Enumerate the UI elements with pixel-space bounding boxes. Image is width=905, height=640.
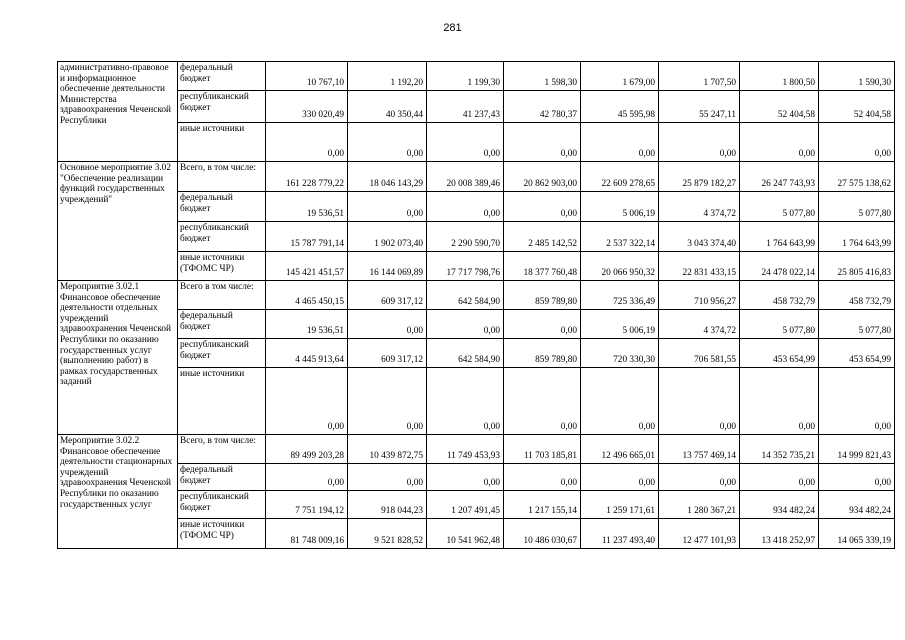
amount-cell: 19 536,51 bbox=[266, 192, 348, 222]
amount-cell: 0,00 bbox=[427, 192, 504, 222]
amount-cell: 0,00 bbox=[819, 464, 895, 491]
amount-cell: 0,00 bbox=[659, 464, 740, 491]
amount-cell: 0,00 bbox=[659, 123, 740, 162]
amount-cell: 20 862 903,00 bbox=[504, 162, 581, 192]
amount-cell: 4 465 450,15 bbox=[266, 281, 348, 310]
amount-cell: 330 020,49 bbox=[266, 91, 348, 123]
table-row bbox=[58, 310, 895, 339]
amount-cell: 706 581,55 bbox=[659, 339, 740, 368]
funding-source: республиканский бюджет bbox=[178, 222, 266, 252]
amount-cell: 1 192,20 bbox=[348, 62, 427, 91]
amount-cell: 642 584,90 bbox=[427, 339, 504, 368]
amount-cell: 1 764 643,99 bbox=[740, 222, 819, 252]
amount-cell: 609 317,12 bbox=[348, 281, 427, 310]
funding-source: Всего в том числе: bbox=[178, 281, 266, 310]
amount-cell: 0,00 bbox=[348, 192, 427, 222]
activity-description: административно-правовое и информационное обеспечение деятельности Министерства здравоохранения Чеченской Республики bbox=[58, 62, 178, 162]
amount-cell: 13 418 252,97 bbox=[740, 519, 819, 549]
amount-cell: 5 077,80 bbox=[740, 310, 819, 339]
amount-cell: 20 008 389,46 bbox=[427, 162, 504, 192]
amount-cell: 11 749 453,93 bbox=[427, 435, 504, 464]
table-row bbox=[58, 491, 895, 519]
amount-cell: 5 006,19 bbox=[581, 310, 659, 339]
amount-cell: 161 228 779,22 bbox=[266, 162, 348, 192]
amount-cell: 5 077,80 bbox=[819, 310, 895, 339]
amount-cell: 7 751 194,12 bbox=[266, 491, 348, 519]
amount-cell: 0,00 bbox=[427, 368, 504, 435]
amount-cell: 1 217 155,14 bbox=[504, 491, 581, 519]
amount-cell: 1 598,30 bbox=[504, 62, 581, 91]
funding-source: федеральный бюджет bbox=[178, 62, 266, 91]
funding-source: федеральный бюджет bbox=[178, 464, 266, 491]
funding-source: Всего, в том числе: bbox=[178, 435, 266, 464]
amount-cell: 12 477 101,93 bbox=[659, 519, 740, 549]
amount-cell: 0,00 bbox=[266, 464, 348, 491]
amount-cell: 10 767,10 bbox=[266, 62, 348, 91]
amount-cell: 0,00 bbox=[427, 310, 504, 339]
amount-cell: 5 077,80 bbox=[819, 192, 895, 222]
amount-cell: 13 757 469,14 bbox=[659, 435, 740, 464]
amount-cell: 24 478 022,14 bbox=[740, 252, 819, 281]
table-row bbox=[58, 192, 895, 222]
table-row bbox=[58, 281, 895, 310]
amount-cell: 14 999 821,43 bbox=[819, 435, 895, 464]
amount-cell: 609 317,12 bbox=[348, 339, 427, 368]
amount-cell: 2 537 322,14 bbox=[581, 222, 659, 252]
amount-cell: 2 290 590,70 bbox=[427, 222, 504, 252]
amount-cell: 0,00 bbox=[504, 310, 581, 339]
amount-cell: 1 259 171,61 bbox=[581, 491, 659, 519]
amount-cell: 0,00 bbox=[504, 123, 581, 162]
funding-source: федеральный бюджет bbox=[178, 192, 266, 222]
funding-source: иные источники (ТФОМС ЧР) bbox=[178, 252, 266, 281]
amount-cell: 15 787 791,14 bbox=[266, 222, 348, 252]
amount-cell: 0,00 bbox=[427, 123, 504, 162]
amount-cell: 1 764 643,99 bbox=[819, 222, 895, 252]
table-row bbox=[58, 339, 895, 368]
amount-cell: 41 237,43 bbox=[427, 91, 504, 123]
amount-cell: 17 717 798,76 bbox=[427, 252, 504, 281]
activity-description: Основное мероприятие 3.02 "Обеспечение реализации функций государственных учреждений" bbox=[58, 162, 178, 281]
amount-cell: 0,00 bbox=[819, 368, 895, 435]
amount-cell: 9 521 828,52 bbox=[348, 519, 427, 549]
amount-cell: 1 800,50 bbox=[740, 62, 819, 91]
amount-cell: 2 485 142,52 bbox=[504, 222, 581, 252]
amount-cell: 1 280 367,21 bbox=[659, 491, 740, 519]
amount-cell: 1 207 491,45 bbox=[427, 491, 504, 519]
amount-cell: 42 780,37 bbox=[504, 91, 581, 123]
amount-cell: 0,00 bbox=[427, 464, 504, 491]
amount-cell: 52 404,58 bbox=[740, 91, 819, 123]
amount-cell: 26 247 743,93 bbox=[740, 162, 819, 192]
amount-cell: 1 707,50 bbox=[659, 62, 740, 91]
amount-cell: 4 374,72 bbox=[659, 310, 740, 339]
amount-cell: 10 439 872,75 bbox=[348, 435, 427, 464]
amount-cell: 4 374,72 bbox=[659, 192, 740, 222]
amount-cell: 1 902 073,40 bbox=[348, 222, 427, 252]
amount-cell: 0,00 bbox=[819, 123, 895, 162]
amount-cell: 710 956,27 bbox=[659, 281, 740, 310]
amount-cell: 27 575 138,62 bbox=[819, 162, 895, 192]
funding-source: иные источники bbox=[178, 368, 266, 435]
table-row bbox=[58, 368, 895, 435]
amount-cell: 0,00 bbox=[504, 368, 581, 435]
amount-cell: 934 482,24 bbox=[740, 491, 819, 519]
amount-cell: 934 482,24 bbox=[819, 491, 895, 519]
funding-source: иные источники bbox=[178, 123, 266, 162]
amount-cell: 45 595,98 bbox=[581, 91, 659, 123]
amount-cell: 0,00 bbox=[348, 310, 427, 339]
amount-cell: 0,00 bbox=[266, 368, 348, 435]
amount-cell: 859 789,80 bbox=[504, 339, 581, 368]
amount-cell: 55 247,11 bbox=[659, 91, 740, 123]
amount-cell: 720 330,30 bbox=[581, 339, 659, 368]
amount-cell: 458 732,79 bbox=[819, 281, 895, 310]
amount-cell: 10 486 030,67 bbox=[504, 519, 581, 549]
budget-table bbox=[57, 61, 895, 549]
amount-cell: 145 421 451,57 bbox=[266, 252, 348, 281]
amount-cell: 11 703 185,81 bbox=[504, 435, 581, 464]
amount-cell: 0,00 bbox=[659, 368, 740, 435]
funding-source: республиканский бюджет bbox=[178, 339, 266, 368]
amount-cell: 0,00 bbox=[740, 123, 819, 162]
amount-cell: 725 336,49 bbox=[581, 281, 659, 310]
amount-cell: 14 352 735,21 bbox=[740, 435, 819, 464]
amount-cell: 0,00 bbox=[504, 192, 581, 222]
funding-source: республиканский бюджет bbox=[178, 491, 266, 519]
amount-cell: 89 499 203,28 bbox=[266, 435, 348, 464]
amount-cell: 14 065 339,19 bbox=[819, 519, 895, 549]
amount-cell: 4 445 913,64 bbox=[266, 339, 348, 368]
amount-cell: 22 609 278,65 bbox=[581, 162, 659, 192]
amount-cell: 5 077,80 bbox=[740, 192, 819, 222]
amount-cell: 642 584,90 bbox=[427, 281, 504, 310]
table-row bbox=[58, 222, 895, 252]
amount-cell: 22 831 433,15 bbox=[659, 252, 740, 281]
amount-cell: 25 805 416,83 bbox=[819, 252, 895, 281]
amount-cell: 1 679,00 bbox=[581, 62, 659, 91]
amount-cell: 5 006,19 bbox=[581, 192, 659, 222]
amount-cell: 12 496 665,01 bbox=[581, 435, 659, 464]
amount-cell: 0,00 bbox=[266, 123, 348, 162]
amount-cell: 0,00 bbox=[581, 464, 659, 491]
table-row bbox=[58, 162, 895, 192]
amount-cell: 20 066 950,32 bbox=[581, 252, 659, 281]
amount-cell: 25 879 182,27 bbox=[659, 162, 740, 192]
amount-cell: 10 541 962,48 bbox=[427, 519, 504, 549]
amount-cell: 18 377 760,48 bbox=[504, 252, 581, 281]
funding-source: Всего, в том числе: bbox=[178, 162, 266, 192]
amount-cell: 52 404,58 bbox=[819, 91, 895, 123]
amount-cell: 0,00 bbox=[740, 368, 819, 435]
table-row bbox=[58, 62, 895, 91]
table-row bbox=[58, 252, 895, 281]
amount-cell: 0,00 bbox=[348, 464, 427, 491]
amount-cell: 458 732,79 bbox=[740, 281, 819, 310]
table-row bbox=[58, 519, 895, 549]
amount-cell: 0,00 bbox=[504, 464, 581, 491]
amount-cell: 16 144 069,89 bbox=[348, 252, 427, 281]
amount-cell: 1 199,30 bbox=[427, 62, 504, 91]
amount-cell: 859 789,80 bbox=[504, 281, 581, 310]
amount-cell: 11 237 493,40 bbox=[581, 519, 659, 549]
amount-cell: 0,00 bbox=[581, 368, 659, 435]
table-row bbox=[58, 91, 895, 123]
amount-cell: 3 043 374,40 bbox=[659, 222, 740, 252]
table-row bbox=[58, 435, 895, 464]
amount-cell: 1 590,30 bbox=[819, 62, 895, 91]
amount-cell: 0,00 bbox=[740, 464, 819, 491]
funding-source: федеральный бюджет bbox=[178, 310, 266, 339]
amount-cell: 453 654,99 bbox=[819, 339, 895, 368]
amount-cell: 18 046 143,29 bbox=[348, 162, 427, 192]
activity-description: Мероприятие 3.02.1 Финансовое обеспечение деятельности отдельных учреждений здравоохранения Чеченской Республики по оказанию государственных услуг (выполнению работ) в рамках государственных заданий bbox=[58, 281, 178, 435]
amount-cell: 19 536,51 bbox=[266, 310, 348, 339]
amount-cell: 0,00 bbox=[581, 123, 659, 162]
funding-source: республиканский бюджет bbox=[178, 91, 266, 123]
activity-description: Мероприятие 3.02.2 Финансовое обеспечение деятельности стационарных учреждений здравоохранения Чеченской Республики по оказанию государственных услуг bbox=[58, 435, 178, 549]
funding-source: иные источники (ТФОМС ЧР) bbox=[178, 519, 266, 549]
amount-cell: 40 350,44 bbox=[348, 91, 427, 123]
page-number: 281 bbox=[443, 22, 462, 34]
amount-cell: 81 748 009,16 bbox=[266, 519, 348, 549]
amount-cell: 453 654,99 bbox=[740, 339, 819, 368]
table-row bbox=[58, 123, 895, 162]
amount-cell: 918 044,23 bbox=[348, 491, 427, 519]
amount-cell: 0,00 bbox=[348, 368, 427, 435]
amount-cell: 0,00 bbox=[348, 123, 427, 162]
table-row bbox=[58, 464, 895, 491]
